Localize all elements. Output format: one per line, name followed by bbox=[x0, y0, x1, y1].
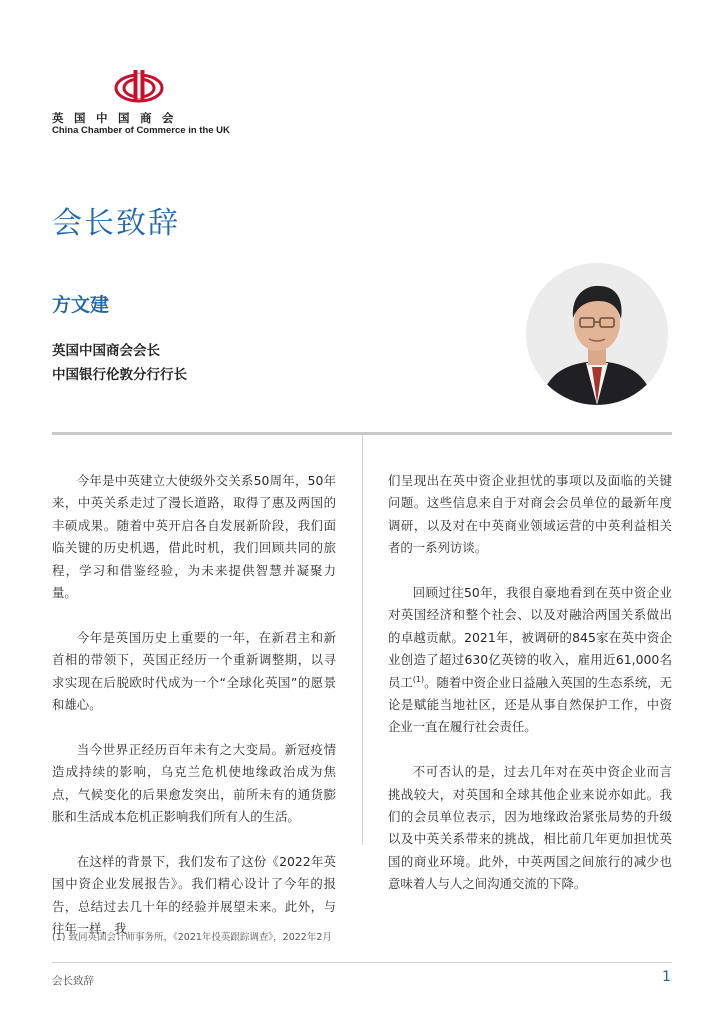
org-name-en: China Chamber of Commerce in the UK bbox=[52, 125, 230, 136]
author-portrait bbox=[526, 263, 668, 405]
person-portrait-icon bbox=[526, 263, 668, 405]
footnote-marker: (1) bbox=[412, 674, 425, 684]
paragraph: 今年是中英建立大使级外交关系50周年，50年来，中英关系走过了漫长道路，取得了惠及两国的丰硕成果。随着中英开启各自发展新阶段，我们面临关键的历史机遇，借此时机，我们回顾共同的旅程，学习和借鉴经验，为未来提供智慧并凝聚力量。 bbox=[52, 473, 336, 601]
column-divider bbox=[362, 435, 363, 845]
paragraph: 在这样的背景下，我们发布了这份《2022年英国中资企业发展报告》。我们精心设计了今年的报告，总结过去几十年的经验并展望未来。此外，与往年一样，我 bbox=[52, 853, 336, 937]
logo bbox=[112, 66, 166, 106]
footer-divider bbox=[52, 962, 672, 963]
body-right-column bbox=[388, 470, 672, 918]
paragraph-text: 回顾过往50年，我很自豪地看到在英中资企业对英国经济和整个社会、以及对融洽两国关系做出的卓越贡献。2021年，被调研的845家在英中资企业创造了超过630亿英镑的收入，雇用近61,000名员工 bbox=[388, 585, 672, 690]
paragraph-text: 。随着中资企业日益融入英国的生态系统，无论是赋能当地社区，还是从事自然保护工作，中资企业一直在履行社会责任。 bbox=[388, 674, 673, 735]
footer-section-label: 会长致辞 bbox=[52, 975, 94, 987]
footnote: (1) 致同英国会计师事务所，《2021年投英跟踪调查》，2022年2月 bbox=[52, 932, 332, 943]
author-role-1: 英国中国商会会长 bbox=[52, 343, 160, 359]
paragraph: 们呈现出在英中资企业担忧的事项以及面临的关键问题。这些信息来自于对商会会员单位的最新年度调研，以及对在中英商业领域运营的中英利益相关者的一系列访谈。 bbox=[388, 473, 672, 556]
paragraph: 今年是英国历史上重要的一年，在新君主和新首相的带领下，英国正经历一个重新调整期，以寻求实现在后脱欧时代成为一个“全球化英国”的愿景和雄心。 bbox=[52, 629, 336, 713]
paragraph bbox=[388, 582, 672, 739]
cccuk-logo-icon bbox=[112, 66, 166, 106]
body-left-column bbox=[52, 470, 336, 963]
page-title: 会长致辞 bbox=[52, 206, 180, 241]
paragraph: 当今世界正经历百年未有之大变局。新冠疫情造成持续的影响，乌克兰危机使地缘政治成为焦点，气候变化的后果愈发突出，前所未有的通货膨胀和生活成本危机正影响我们所有人的生活。 bbox=[52, 741, 336, 825]
page-number: 1 bbox=[662, 969, 671, 985]
paragraph: 不可否认的是，过去几年对在英中资企业而言挑战较大，对英国和全球其他企业来说亦如此。我们的会员单位表示，因为地缘政治紧张局势的升级以及中英关系带来的挑战，相比前几年更加担忧英国的商业环境。此外，中英两国之间旅行的减少也意味着人与人之间沟通交流的下降。 bbox=[388, 764, 672, 892]
org-name-cn: 英国中国商会 bbox=[52, 111, 184, 125]
author-name: 方文建 bbox=[52, 294, 110, 316]
author-role-2: 中国银行伦敦分行行长 bbox=[52, 367, 187, 383]
